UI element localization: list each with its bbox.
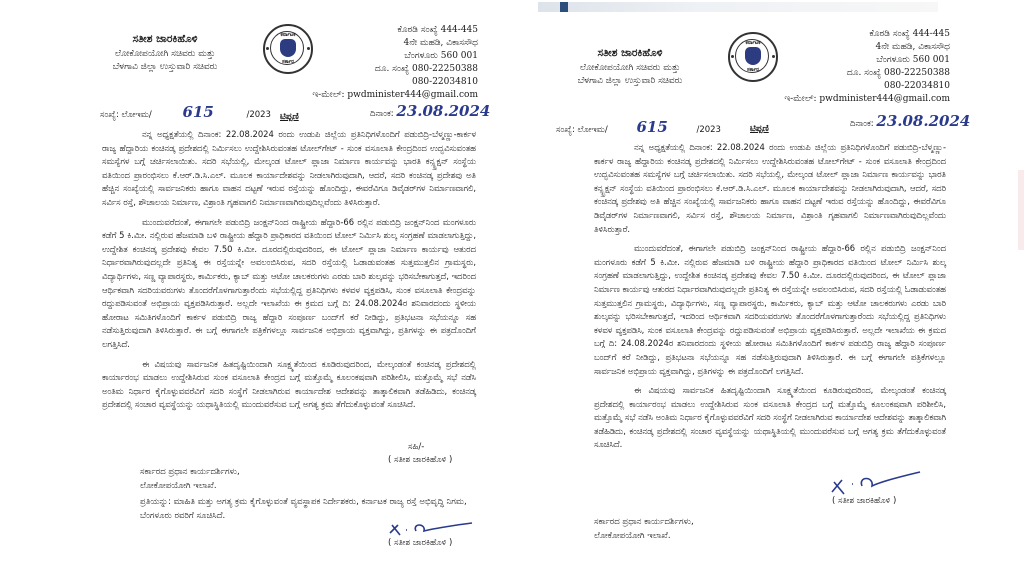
address-floor: 4ನೇ ಮಹಡಿ, ವಿಕಾಸಸೌಧ — [403, 38, 478, 48]
sender-block — [90, 33, 240, 74]
recipient-block — [594, 515, 694, 543]
crest-icon — [745, 47, 761, 65]
recipient-block — [140, 465, 240, 493]
emblem-dot — [266, 47, 269, 50]
paragraph: ಮುಂದುವರೆದಂತೆ, ಈಗಾಗಲೇ ಪಡುಬಿದ್ರಿ ಜಂಕ್ಷನ್‌ನಿಂದ ರಾಷ್ಟ್ರೀಯ ಹೆದ್ದಾರಿ-66 ರಲ್ಲಿನ ಪಡುಬಿದ್ರಿ ಜಂಕ್ಷನ್‌ನಿಂದ ಮಂಗಳೂರು ಕಡೆಗೆ 5 ಕಿ.ಮೀ. ನಲ್ಲಿರುವ ಹೆಜಮಾಡಿ ಬಳಿ ರಾಷ್ಟ್ರೀಯ ಹೆದ್ದಾರಿ ಪ್ರಾಧಿಕಾರದ ವತಿಯಿಂದ ಟೋಲ್ ನಿರ್ಮಿಸಿ ಶುಲ್ಕ ಸಂಗ್ರಹಣೆ ಮಾಡಲಾಗುತ್ತಿದ್ದು, ಉದ್ದೇಶಿತ ಕಂಚಿನಡ್ಕ ಪ್ರದೇಶವು ಕೇವಲ 7.50 ಕಿ.ಮೀ. ದೂರದಲ್ಲಿರುವುದರಿಂದ, ಈ ಟೋಲ್ ಪ್ಲಾಜಾ ನಿರ್ಮಾಣ ಕಾರ್ಯವು ಆತುರದ ನಿರ್ಧಾರವಾಗಿರುವುದಲ್ಲದೇ ಪ್ರತಿನಿತ್ಯ ಈ ರಸ್ತೆಯನ್ನೇ ಅವಲಂಬಿಸಿರುವ, ಸದರಿ ರಸ್ತೆಯಲ್ಲಿ ಓಡಾಡುವಂತಹ ಸುತ್ತಮುತ್ತಲಿನ ಗ್ರಾಮಸ್ಥರು, ವಿದ್ಯಾರ್ಥಿಗಳು, ಸಣ್ಣ ವ್ಯಾಪಾರಸ್ಥರು, ಕಾರ್ಮಿಕರು, ಕ್ಯಾಬ್ ಮತ್ತು ಆಟೋ ಚಾಲಕರುಗಳು ಎರಡು ಬಾರಿ ಶುಲ್ಕವನ್ನು ಭರಿಸಬೇಕಾಗುತ್ತದೆ, ಇದರಿಂದ ಆರ್ಥಿಕವಾಗಿ ಸದರಿಯವರುಗಳು ತೊಂದರೆಗೊಳಗಾಗುತ್ತಾರೆಂದು ಸಭೆಯಲ್ಲಿದ್ದ ಪ್ರತಿನಿಧಿಗಳು ಕಳವಳ ವ್ಯಕ್ತಪಡಿಸಿ, ಸುಂಕ ವಸೂಲಾತಿ ಕೇಂದ್ರವನ್ನು ರದ್ದುಪಡಿಸುವಂತೆ ಅಭಿಪ್ರಾಯ ವ್ಯಕ್ತಪಡಿಸಿರುತ್ತಾರೆ. ಅಲ್ಲದೇ ಇಲಾಖೆಯ ಈ ಕ್ರಮದ ಬಗ್ಗೆ ದಿ: 24.08.2024ರ ಶನಿವಾರದಂದು ಸ್ಥಳೀಯ ಹೋರಾಟ ಸಮಿತಿಗಳೊಂದಿಗೆ ಕಾರ್ಕಳ ಪಡುಬಿದ್ರಿ ರಾಜ್ಯ ಹೆದ್ದಾರಿ ಸಂಪೂರ್ಣ ಬಂದ್‌ಗೆ ಕರೆ ನೀಡಿದ್ದು, ಪ್ರತಿಭಟನಾ ಸಭೆಯನ್ನೂ ಸಹ ನಡೆಸುತ್ತಿರುವುದಾಗಿ ತಿಳಿಸಿರುತ್ತಾರೆ. ಈ ಬಗ್ಗೆ ಈಗಾಗಲೇ ಪತ್ರಿಕೆಗಳಲ್ಲೂ ಸಾರ್ವಜನಿಕ ಅಭಿಪ್ರಾಯ ವ್ಯಕ್ತವಾಗಿದ್ದು, ಪ್ರತಿಗಳನ್ನು ಈ ಪತ್ರದೊಂದಿಗೆ ಲಗತ್ತಿಸಿದೆ. — [594, 243, 946, 376]
reference-number — [100, 103, 271, 121]
scan-mark — [560, 2, 568, 12]
body-text — [102, 128, 476, 418]
scan-top-strip — [538, 2, 938, 12]
address-phone-1: ದೂ. ಸಂಖ್ಯೆ 080-22250388 — [374, 64, 478, 74]
date-line — [370, 102, 490, 120]
scan-edge-mark — [1018, 170, 1024, 250]
date-handwritten: 23.08.2024 — [876, 112, 971, 130]
address-city: ಬೆಂಗಳೂರು 560 001 — [876, 55, 950, 65]
signed-mark: ಸಹಿ/- — [408, 442, 425, 452]
emblem-top-text: ಕರ್ನಾಟಕ — [280, 32, 296, 38]
signatory-name-2: ( ಸತೀಶ ಜಾರಕಿಹೊಳಿ ) — [388, 538, 453, 548]
emblem-dot — [731, 55, 734, 58]
date-handwritten: 23.08.2024 — [396, 102, 491, 120]
reference-year: /2023 — [696, 125, 721, 135]
address-room: ಕೊಠಡಿ ಸಂಖ್ಯೆ 444-445 — [397, 25, 478, 35]
address-floor: 4ನೇ ಮಹಡಿ, ವಿಕಾಸಸೌಧ — [875, 42, 950, 52]
address-phone-1: ದೂ. ಸಂಖ್ಯೆ 080-22250388 — [846, 68, 950, 78]
sender-title-1: ಲೋಕೋಪಯೋಗಿ ಸಚಿವರು ಮತ್ತು — [579, 63, 681, 73]
paragraph: ನನ್ನ ಅಧ್ಯಕ್ಷತೆಯಲ್ಲಿ ದಿನಾಂಕ: 22.08.2024 ರಂದು ಉಡುಪಿ ಜಿಲ್ಲೆಯ ಪ್ರತಿನಿಧಿಗಳೊಂದಿಗೆ ಪಡುಬಿದ್ರಿ-ಬೆಳ್ಮಣ್ಣು-ಕಾರ್ಕಳ ರಾಜ್ಯ ಹೆದ್ದಾರಿಯ ಕಂಚಿನಡ್ಕ ಪ್ರದೇಶದಲ್ಲಿ ನಿರ್ಮಿಸಲು ಉದ್ದೇಶಿಸಿರುವಂತಹ ಟೋಲ್‌ಗೇಟ್ - ಸುಂಕ ವಸೂಲಾತಿ ಕೇಂದ್ರದಿಂದ ಉದ್ಭವಿಸುವಂತಹ ಸಮಸ್ಯೆಗಳ ಬಗ್ಗೆ ಚರ್ಚಿಸಲಾಯಿತು. ಸದರಿ ಸಭೆಯಲ್ಲಿ, ಮೇಲ್ಕಂಡ ಟೋಲ್ ಪ್ಲಾಜಾ ನಿರ್ಮಾಣ ಕಾರ್ಯವನ್ನು ಭಾರತಿ ಕನ್ಸ್ಟ್ರಕ್ಷನ್ ಸಂಸ್ಥೆಯ ವತಿಯಿಂದ ಪ್ರಾರಂಭಿಸಲು ಕೆ.ಆರ್.ಡಿ.ಸಿ.ಎಲ್. ಮೂಲಕ ಕಾರ್ಯಾದೇಶವನ್ನು ನೀಡಲಾಗಿರುವುದಾಗಿ, ಆದರೆ, ಸದರಿ ಕಂಚಿನಡ್ಕ ಪ್ರದೇಶವು ಅತಿ ಹೆಚ್ಚಿನ ಸಂಖ್ಯೆಯಲ್ಲಿ ಸಾರ್ವಜನಿಕರು ಹಾಗೂ ವಾಹನ ದಟ್ಟಣೆ ಇರುವ ರಸ್ತೆಯನ್ನು ಹೊಂದಿದ್ದು, ಈವರೆವಿಗೂ ಡಿವೈಡರ್‌ಗಳ ನಿರ್ಮಾಣವಾಗಲಿ, ಸರ್ವಿಸ ರಸ್ತೆ, ಶೌಚಾಲಯ ನಿರ್ಮಾಣ, ವಿಶ್ರಾಂತಿ ಗೃಹವಾಗಲಿ ನಿರ್ಮಾಣವಾಗಿರುವುದಿಲ್ಲವೆಂದು ತಿಳಿಸಿರುತ್ತಾರೆ. — [102, 129, 476, 207]
date-label: ದಿನಾಂಕ: — [370, 109, 394, 119]
signature-scribble-icon — [386, 519, 476, 539]
emblem-bottom-text: ಸರ್ಕಾರ — [282, 59, 294, 65]
reference-number — [556, 118, 721, 136]
address-city: ಬೆಂಗಳೂರು 560 001 — [404, 51, 478, 61]
reference-handwritten-number: 615 — [636, 118, 668, 136]
sender-block — [560, 47, 700, 88]
paragraph: ನನ್ನ ಅಧ್ಯಕ್ಷತೆಯಲ್ಲಿ ದಿನಾಂಕ: 22.08.2024 ರಂದು ಉಡುಪಿ ಜಿಲ್ಲೆಯ ಪ್ರತಿನಿಧಿಗಳೊಂದಿಗೆ ಪಡುಬಿದ್ರಿ-ಬೆಳ್ಮಣ್ಣು-ಕಾರ್ಕಳ ರಾಜ್ಯ ಹೆದ್ದಾರಿಯ ಕಂಚಿನಡ್ಕ ಪ್ರದೇಶದಲ್ಲಿ ನಿರ್ಮಿಸಲು ಉದ್ದೇಶಿಸಿರುವಂತಹ ಟೋಲ್‌ಗೇಟ್ - ಸುಂಕ ವಸೂಲಾತಿ ಕೇಂದ್ರದಿಂದ ಉದ್ಭವಿಸುವಂತಹ ಸಮಸ್ಯೆಗಳ ಬಗ್ಗೆ ಚರ್ಚಿಸಲಾಯಿತು. ಸದರಿ ಸಭೆಯಲ್ಲಿ, ಮೇಲ್ಕಂಡ ಟೋಲ್ ಪ್ಲಾಜಾ ನಿರ್ಮಾಣ ಕಾರ್ಯವನ್ನು ಭಾರತಿ ಕನ್ಸ್ಟ್ರಕ್ಷನ್ ಸಂಸ್ಥೆಯ ವತಿಯಿಂದ ಪ್ರಾರಂಭಿಸಲು ಕೆ.ಆರ್.ಡಿ.ಸಿ.ಎಲ್. ಮೂಲಕ ಕಾರ್ಯಾದೇಶವನ್ನು ನೀಡಲಾಗಿರುವುದಾಗಿ, ಆದರೆ, ಸದರಿ ಕಂಚಿನಡ್ಕ ಪ್ರದೇಶವು ಅತಿ ಹೆಚ್ಚಿನ ಸಂಖ್ಯೆಯಲ್ಲಿ ಸಾರ್ವಜನಿಕರು ಹಾಗೂ ವಾಹನ ದಟ್ಟಣೆ ಇರುವ ರಸ್ತೆಯನ್ನು ಹೊಂದಿದ್ದು, ಈವರೆವಿಗೂ ಡಿವೈಡರ್‌ಗಳ ನಿರ್ಮಾಣವಾಗಲಿ, ಸರ್ವಿಸ ರಸ್ತೆ, ಶೌಚಾಲಯ ನಿರ್ಮಾಣ, ವಿಶ್ರಾಂತಿ ಗೃಹವಾಗಲಿ ನಿರ್ಮಾಣವಾಗಿರುವುದಿಲ್ಲವೆಂದು ತಿಳಿಸಿರುತ್ತಾರೆ. — [594, 142, 946, 234]
crest-icon — [280, 39, 296, 57]
address-email: ಇ-ಮೇಲ್: pwdminister444@gmail.com — [312, 90, 478, 100]
sender-title-1: ಲೋಕೋಪಯೋಗಿ ಸಚಿವರು ಮತ್ತು — [114, 49, 216, 59]
recipient-line-1: ಸರ್ಕಾರದ ಪ್ರಧಾನ ಕಾರ್ಯದರ್ಶಿಗಳು, — [140, 467, 240, 477]
reference-handwritten-number: 615 — [182, 103, 214, 121]
reference-label: ಸಂಖ್ಯೆ: ಲೋಇಮ/ — [556, 125, 608, 135]
date-label: ದಿನಾಂಕ: — [850, 119, 874, 129]
sender-title-2: ಬೆಳಗಾವಿ ಜಿಲ್ಲಾ ಉಸ್ತುವಾರಿ ಸಚಿವರು — [577, 76, 683, 86]
recipient-line-2: ಲೋಕೋಪಯೋಗಿ ಇಲಾಖೆ. — [140, 481, 217, 491]
address-room: ಕೊಠಡಿ ಸಂಖ್ಯೆ 444-445 — [869, 29, 950, 39]
paragraph: ಈ ವಿಷಯವು ಸಾರ್ವಜನಿಕ ಹಿತದೃಷ್ಟಿಯಿಂದಾಗಿ ಸೂಕ್ಷ್ಮತೆಯಿಂದ ಕೂಡಿರುವುದರಿಂದ, ಮೇಲ್ಕಂಡಂತೆ ಕಂಚಿನಡ್ಕ ಪ್ರದೇಶದಲ್ಲಿ ಕಾರ್ಯಾರಂಭ ಮಾಡಲು ಉದ್ದೇಶಿಸಿರುವ ಸುಂಕ ವಸೂಲಾತಿ ಕೇಂದ್ರದ ಬಗ್ಗೆ ಮತ್ತೊಮ್ಮೆ ಕೂಲಂಕಷವಾಗಿ ಪರಿಶೀಲಿಸಿ, ಮತ್ತೊಮ್ಮೆ ಸಭೆ ನಡೆಸಿ ಅಂತಿಮ ನಿರ್ಧಾರ ಕೈಗೊಳ್ಳುವವರೆವಿಗೆ ಸದರಿ ಸಂಸ್ಥೆಗೆ ನೀಡಲಾಗಿರುವ ಕಾರ್ಯಾದೇಶ ಆದೇಶವನ್ನು ತಾತ್ಕಾಲಿಕವಾಗಿ ತಡೆಹಿಡಿದು, ಕಂಚಿನಡ್ಕ ಪ್ರದೇಶದಲ್ಲಿ ಸಂಚಾರ ವ್ಯವಸ್ಥೆಯನ್ನು ಯಥಾಸ್ಥಿತಿಯಲ್ಲಿ ಮುಂದುವರೆಸುವ ಬಗ್ಗೆ ಅಗತ್ಯ ಕ್ರಮ ತೆಗೆದುಕೊಳ್ಳುವಂತೆ ಸೂಚಿಸಿದೆ. — [594, 385, 946, 450]
document-page-right — [520, 0, 1024, 576]
subject-heading: ಟಿಪ್ಪಣಿ — [750, 124, 769, 134]
sender-name: ಸತೀಶ ಜಾರಕಿಹೊಳಿ — [132, 33, 198, 45]
emblem-top-text: ಕರ್ನಾಟಕ — [745, 40, 761, 46]
page-divider — [512, 0, 520, 576]
address-phone-2: 080-22034810 — [883, 81, 950, 91]
recipient-line-1: ಸರ್ಕಾರದ ಪ್ರಧಾನ ಕಾರ್ಯದರ್ಶಿಗಳು, — [594, 517, 694, 527]
copy-to: ಪ್ರತಿಯನ್ನು: ಮಾಹಿತಿ ಮತ್ತು ಅಗತ್ಯ ಕ್ರಮ ಕೈಗೊಳ್ಳುವಂತೆ ವ್ಯವಸ್ಥಾಪಕ ನಿರ್ದೇಶಕರು, ಕರ್ನಾಟಕ ರಾಜ್ಯ ರಸ್ತೆ ಅಭಿವೃದ್ಧಿ ನಿಗಮ, ಬೆಂಗಳೂರು ರವರಿಗೆ ಸೂಚಿಸಿದೆ. — [140, 497, 467, 521]
sender-title-2: ಬೆಳಗಾವಿ ಜಿಲ್ಲಾ ಉಸ್ತುವಾರಿ ಸಚಿವರು — [112, 62, 218, 72]
signatory-name: ( ಸತೀಶ ಜಾರಕಿಹೊಳಿ ) — [832, 496, 897, 506]
body-text — [594, 141, 946, 458]
paragraph: ಮುಂದುವರೆದಂತೆ, ಈಗಾಗಲೇ ಪಡುಬಿದ್ರಿ ಜಂಕ್ಷನ್‌ನಿಂದ ರಾಷ್ಟ್ರೀಯ ಹೆದ್ದಾರಿ-66 ರಲ್ಲಿನ ಪಡುಬಿದ್ರಿ ಜಂಕ್ಷನ್‌ನಿಂದ ಮಂಗಳೂರು ಕಡೆಗೆ 5 ಕಿ.ಮೀ. ನಲ್ಲಿರುವ ಹೆಜಮಾಡಿ ಬಳಿ ರಾಷ್ಟ್ರೀಯ ಹೆದ್ದಾರಿ ಪ್ರಾಧಿಕಾರದ ವತಿಯಿಂದ ಟೋಲ್ ನಿರ್ಮಿಸಿ ಶುಲ್ಕ ಸಂಗ್ರಹಣೆ ಮಾಡಲಾಗುತ್ತಿದ್ದು, ಉದ್ದೇಶಿತ ಕಂಚಿನಡ್ಕ ಪ್ರದೇಶವು ಕೇವಲ 7.50 ಕಿ.ಮೀ. ದೂರದಲ್ಲಿರುವುದರಿಂದ, ಈ ಟೋಲ್ ಪ್ಲಾಜಾ ನಿರ್ಮಾಣ ಕಾರ್ಯವು ಆತುರದ ನಿರ್ಧಾರವಾಗಿರುವುದಲ್ಲದೇ ಪ್ರತಿನಿತ್ಯ ಈ ರಸ್ತೆಯನ್ನೇ ಅವಲಂಬಿಸಿರುವ, ಸದರಿ ರಸ್ತೆಯಲ್ಲಿ ಓಡಾಡುವಂತಹ ಸುತ್ತಮುತ್ತಲಿನ ಗ್ರಾಮಸ್ಥರು, ವಿದ್ಯಾರ್ಥಿಗಳು, ಸಣ್ಣ ವ್ಯಾಪಾರಸ್ಥರು, ಕಾರ್ಮಿಕರು, ಕ್ಯಾಬ್ ಮತ್ತು ಆಟೋ ಚಾಲಕರುಗಳು ಎರಡು ಬಾರಿ ಶುಲ್ಕವನ್ನು ಭರಿಸಬೇಕಾಗುತ್ತದೆ, ಇದರಿಂದ ಆರ್ಥಿಕವಾಗಿ ಸದರಿಯವರುಗಳು ತೊಂದರೆಗೊಳಗಾಗುತ್ತಾರೆಂದು ಸಭೆಯಲ್ಲಿದ್ದ ಪ್ರತಿನಿಧಿಗಳು ಕಳವಳ ವ್ಯಕ್ತಪಡಿಸಿ, ಸುಂಕ ವಸೂಲಾತಿ ಕೇಂದ್ರವನ್ನು ರದ್ದುಪಡಿಸುವಂತೆ ಅಭಿಪ್ರಾಯ ವ್ಯಕ್ತಪಡಿಸಿರುತ್ತಾರೆ. ಅಲ್ಲದೇ ಇಲಾಖೆಯ ಈ ಕ್ರಮದ ಬಗ್ಗೆ ದಿ: 24.08.2024ರ ಶನಿವಾರದಂದು ಸ್ಥಳೀಯ ಹೋರಾಟ ಸಮಿತಿಗಳೊಂದಿಗೆ ಕಾರ್ಕಳ ಪಡುಬಿದ್ರಿ ರಾಜ್ಯ ಹೆದ್ದಾರಿ ಸಂಪೂರ್ಣ ಬಂದ್‌ಗೆ ಕರೆ ನೀಡಿದ್ದು, ಪ್ರತಿಭಟನಾ ಸಭೆಯನ್ನೂ ಸಹ ನಡೆಸುತ್ತಿರುವುದಾಗಿ ತಿಳಿಸಿರುತ್ತಾರೆ. ಈ ಬಗ್ಗೆ ಈಗಾಗಲೇ ಪತ್ರಿಕೆಗಳಲ್ಲೂ ಸಾರ್ವಜನಿಕ ಅಭಿಪ್ರಾಯ ವ್ಯಕ್ತವಾಗಿದ್ದು, ಪ್ರತಿಗಳನ್ನು ಈ ಪತ್ರದೊಂದಿಗೆ ಲಗತ್ತಿಸಿದೆ. — [102, 216, 476, 349]
address-email: ಇ-ಮೇಲ್: pwdminister444@gmail.com — [784, 94, 950, 104]
emblem-bottom-text: ಸರ್ಕಾರ — [747, 67, 759, 73]
recipient-line-2: ಲೋಕೋಪಯೋಗಿ ಇಲಾಖೆ. — [594, 531, 671, 541]
reference-year: /2023 — [246, 110, 271, 120]
address-phone-2: 080-22034810 — [411, 77, 478, 87]
address-block — [770, 28, 950, 106]
signatory-name: ( ಸತೀಶ ಜಾರಕಿಹೊಳಿ ) — [388, 455, 453, 465]
address-block — [300, 24, 478, 102]
reference-label: ಸಂಖ್ಯೆ: ಲೋಇಮ/ — [100, 110, 152, 120]
sender-name: ಸತೀಶ ಜಾರಕಿಹೊಳಿ — [597, 47, 663, 59]
subject-heading: ಟಿಪ್ಪಣಿ — [280, 112, 299, 122]
paragraph: ಈ ವಿಷಯವು ಸಾರ್ವಜನಿಕ ಹಿತದೃಷ್ಟಿಯಿಂದಾಗಿ ಸೂಕ್ಷ್ಮತೆಯಿಂದ ಕೂಡಿರುವುದರಿಂದ, ಮೇಲ್ಕಂಡಂತೆ ಕಂಚಿನಡ್ಕ ಪ್ರದೇಶದಲ್ಲಿ ಕಾರ್ಯಾರಂಭ ಮಾಡಲು ಉದ್ದೇಶಿಸಿರುವ ಸುಂಕ ವಸೂಲಾತಿ ಕೇಂದ್ರದ ಬಗ್ಗೆ ಮತ್ತೊಮ್ಮೆ ಕೂಲಂಕಷವಾಗಿ ಪರಿಶೀಲಿಸಿ, ಮತ್ತೊಮ್ಮೆ ಸಭೆ ನಡೆಸಿ ಅಂತಿಮ ನಿರ್ಧಾರ ಕೈಗೊಳ್ಳುವವರೆವಿಗೆ ಸದರಿ ಸಂಸ್ಥೆಗೆ ನೀಡಲಾಗಿರುವ ಕಾರ್ಯಾದೇಶ ಆದೇಶವನ್ನು ತಾತ್ಕಾಲಿಕವಾಗಿ ತಡೆಹಿಡಿದು, ಕಂಚಿನಡ್ಕ ಪ್ರದೇಶದಲ್ಲಿ ಸಂಚಾರ ವ್ಯವಸ್ಥೆಯನ್ನು ಯಥಾಸ್ಥಿತಿಯಲ್ಲಿ ಮುಂದುವರೆಸುವ ಬಗ್ಗೆ ಅಗತ್ಯ ಕ್ರಮ ತೆಗೆದುಕೊಳ್ಳುವಂತೆ ಸೂಚಿಸಿದೆ. — [102, 358, 476, 410]
date-line — [850, 112, 970, 130]
